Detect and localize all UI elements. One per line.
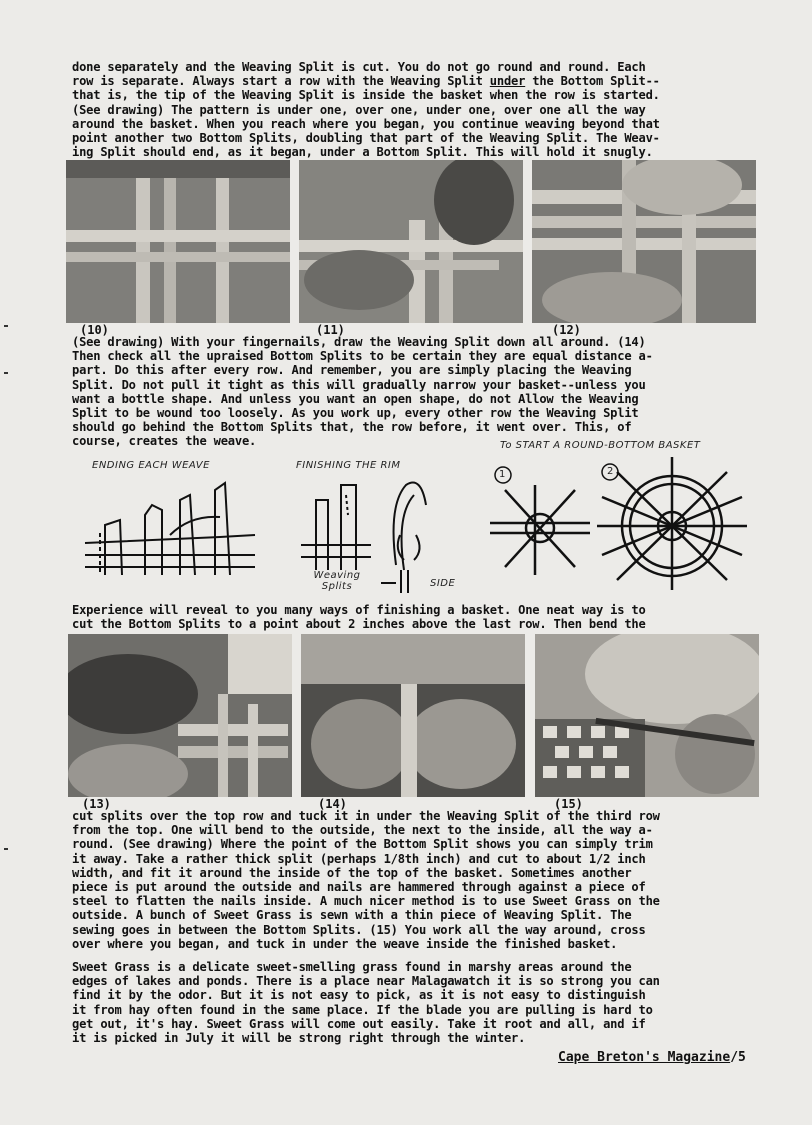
caption-15: (15)	[554, 797, 583, 811]
paragraph-sweet-grass-method: cut splits over the top row and tuck it in under the Weaving Split of the third row from the top. One will bend to the outside, the next to the inside, all the way a- round. (See drawing) Where the point of the Bottom Split shows you can simply trim it away. Take a rather thick split (perhaps 1/8th inch) and cut to about 1/2 inch width, and fit it around the inside of the top of the basket. Sometimes another piece is put around the outside and nails are hammered through against a piece of steel to flatten the nails inside. A much nicer method is to use Sweet Grass on the outside. A bunch of Sweet Grass is sewn with a thin piece of Weaving Split. The sewing goes in between the Bottom Splits. (15) You work all the way around, cross over where you began, and tuck in under the weave inside the finished basket.	[72, 809, 660, 951]
paragraph-sweet-grass: Sweet Grass is a delicate sweet-smelling grass found in marshy areas around the edges of lakes and ponds. There is a place near Malagawatch it is so strong you can find it by the odor. But it is not easy to pick, as it is not easy to distinguish it from hay often found in the same place. If the blade you are pulling is hard to get out, it's hay. Sweet Grass will come out easily. Take it root and all, and if it is picked in July it will be strong right through the winter.	[72, 960, 660, 1046]
step-1-number: 1	[499, 469, 506, 480]
margin-mark	[4, 325, 8, 327]
side-label: SIDE	[430, 578, 456, 589]
line: the Bottom Split--	[525, 74, 660, 89]
margin-mark	[4, 372, 8, 374]
paragraph-intro	[72, 60, 762, 159]
paragraph-finishing: Experience will reveal to you many ways of finishing a basket. One neat way is to cut the Bottom Splits to a point about 2 inches above the last row. Then bend the	[72, 603, 646, 632]
underlined-word: under	[489, 74, 526, 89]
caption-14: (14)	[318, 797, 347, 811]
ending-weave-label: ENDING EACH WEAVE	[92, 460, 210, 471]
margin-mark	[4, 848, 8, 850]
weaving-splits-label: Weaving Splits	[313, 570, 361, 592]
ending-weave-drawing	[80, 475, 265, 585]
photo-12	[532, 160, 756, 323]
line: point another two Bottom Splits, doubling that part of the Weaving Split. The Weav-	[72, 131, 660, 146]
line: that is, the tip of the Weaving Split is inside the basket when the row is started.	[72, 88, 660, 103]
caption-11: (11)	[316, 323, 345, 337]
photo-10	[66, 160, 290, 323]
caption-12: (12)	[552, 323, 581, 337]
round-bottom-label: To START A ROUND-BOTTOM BASKET	[500, 440, 701, 451]
caption-13: (13)	[82, 797, 111, 811]
paragraph-draw-down: (See drawing) With your fingernails, draw the Weaving Split down all around. (14) Then check all the upraised Bottom Splits to be certain they are equal distance a- part. Do this after every row. And remember, you are simply placing the Weaving Split. Do not pull it tight as this will gradually narrow your basket--unless you want a bottle shape. And unless you want an open shape, do not Allow the Weaving Split to be wound too loosely. As you work up, every other row the Weaving Split should go behind the Bottom Splits that, the row before, it went over. This, of course, creates the weave.	[72, 335, 653, 449]
page-footer: Cape Breton's Magazine/5	[558, 1050, 746, 1065]
photo-15	[535, 634, 759, 797]
caption-10: (10)	[80, 323, 109, 337]
step-2-number: 2	[607, 466, 614, 477]
line: done separately and the Weaving Split is cut. You do not go round and round. Each	[72, 60, 646, 74]
line: around the basket. When you reach where you began, you continue weaving beyond that	[72, 116, 660, 131]
magazine-title: Cape Breton's Magazine	[558, 1050, 731, 1065]
finishing-rim-label: FINISHING THE RIM	[296, 460, 401, 471]
photo-14	[301, 634, 525, 797]
page-number: 5	[738, 1050, 746, 1065]
line: ing Split should end, as it began, under a Bottom Split. This will hold it snugly.	[72, 145, 653, 160]
photo-13	[68, 634, 292, 797]
line: row is separate. Always start a row with the Weaving Split	[72, 74, 490, 89]
round-bottom-step-2-drawing	[592, 452, 752, 592]
photo-11	[299, 160, 523, 323]
line: (See drawing) The pattern is under one, over one, under one, over one all the way	[72, 102, 646, 117]
